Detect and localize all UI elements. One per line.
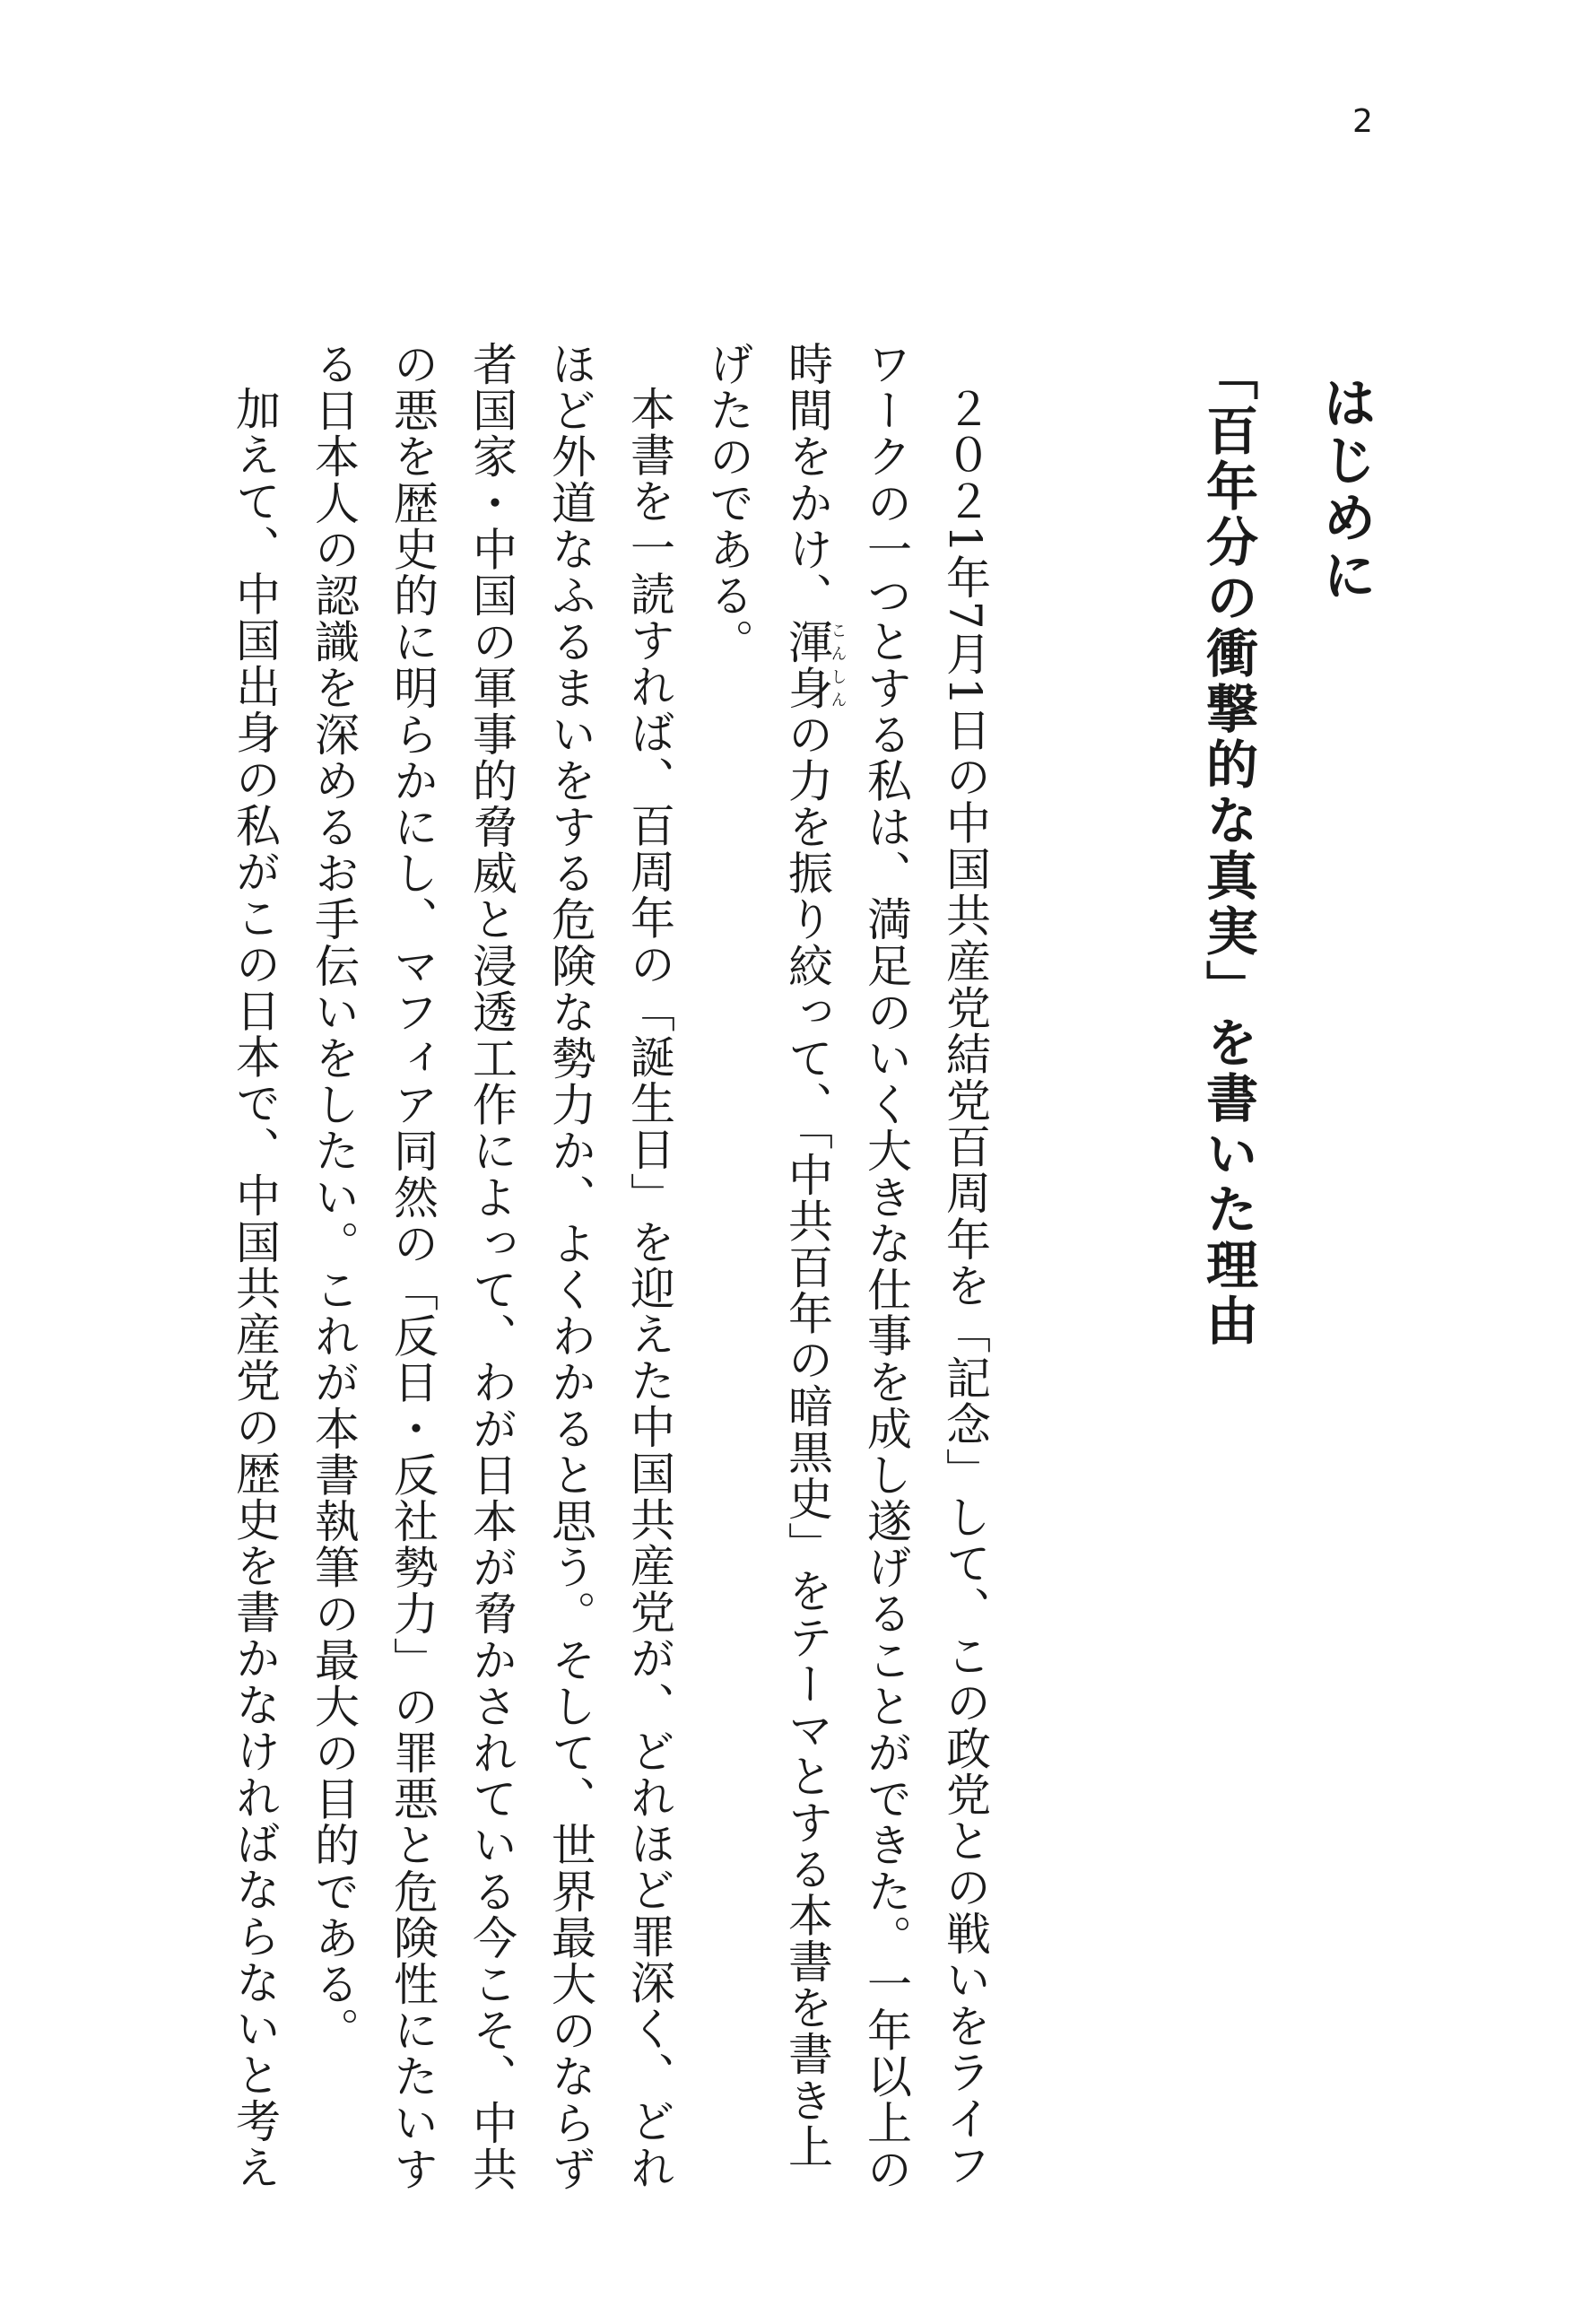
paragraph-text: の力を振り絞って、「中共百年の暗黒史」をテーマとする本書を書き上げたのである。 — [702, 341, 833, 2171]
chapter-title: 「百年分の衝撃的な真実」を書いた理由 — [1197, 348, 1258, 1349]
paragraph: 本書を一読すれば、百周年の「誕生日」を迎えた中国共産党が、どれほど罪深く、どれほど外道なふるまいをする危険な勢力か、よくわかると思う。そして、世界最大のならず者国家・中国の軍事的脅威と浸透工作によって、わが日本が脅かされている今こそ、中共の悪を歴史的に明らかにし、マフィア同然の「反日・反社勢力」の罪悪と危険性にたいする日本人の認識を深めるお手伝いをしたい。これが本書執筆の最大の目的である。 — [308, 341, 675, 2192]
page-number: 2 — [1352, 103, 1373, 140]
paragraph: 加えて、中国出身の私がこの日本で、中国共産党の歴史を書かなければならないと考え — [229, 386, 281, 2191]
paragraph-text: ２０２1年7月1日の中国共産党結党百周年を「記念」して、この政党との戦いをライフワークの一つとする私は、満足のいく大きな仕事を成し遂げることができた。一年以上の時間をかけ、 — [781, 341, 991, 2192]
furigana-reading: こんしん — [828, 618, 848, 711]
section-heading: はじめに — [1314, 375, 1377, 605]
furigana-word: 渾身こんしん — [781, 618, 848, 711]
body-text — [179, 341, 1004, 2206]
paragraph — [689, 341, 1004, 2206]
